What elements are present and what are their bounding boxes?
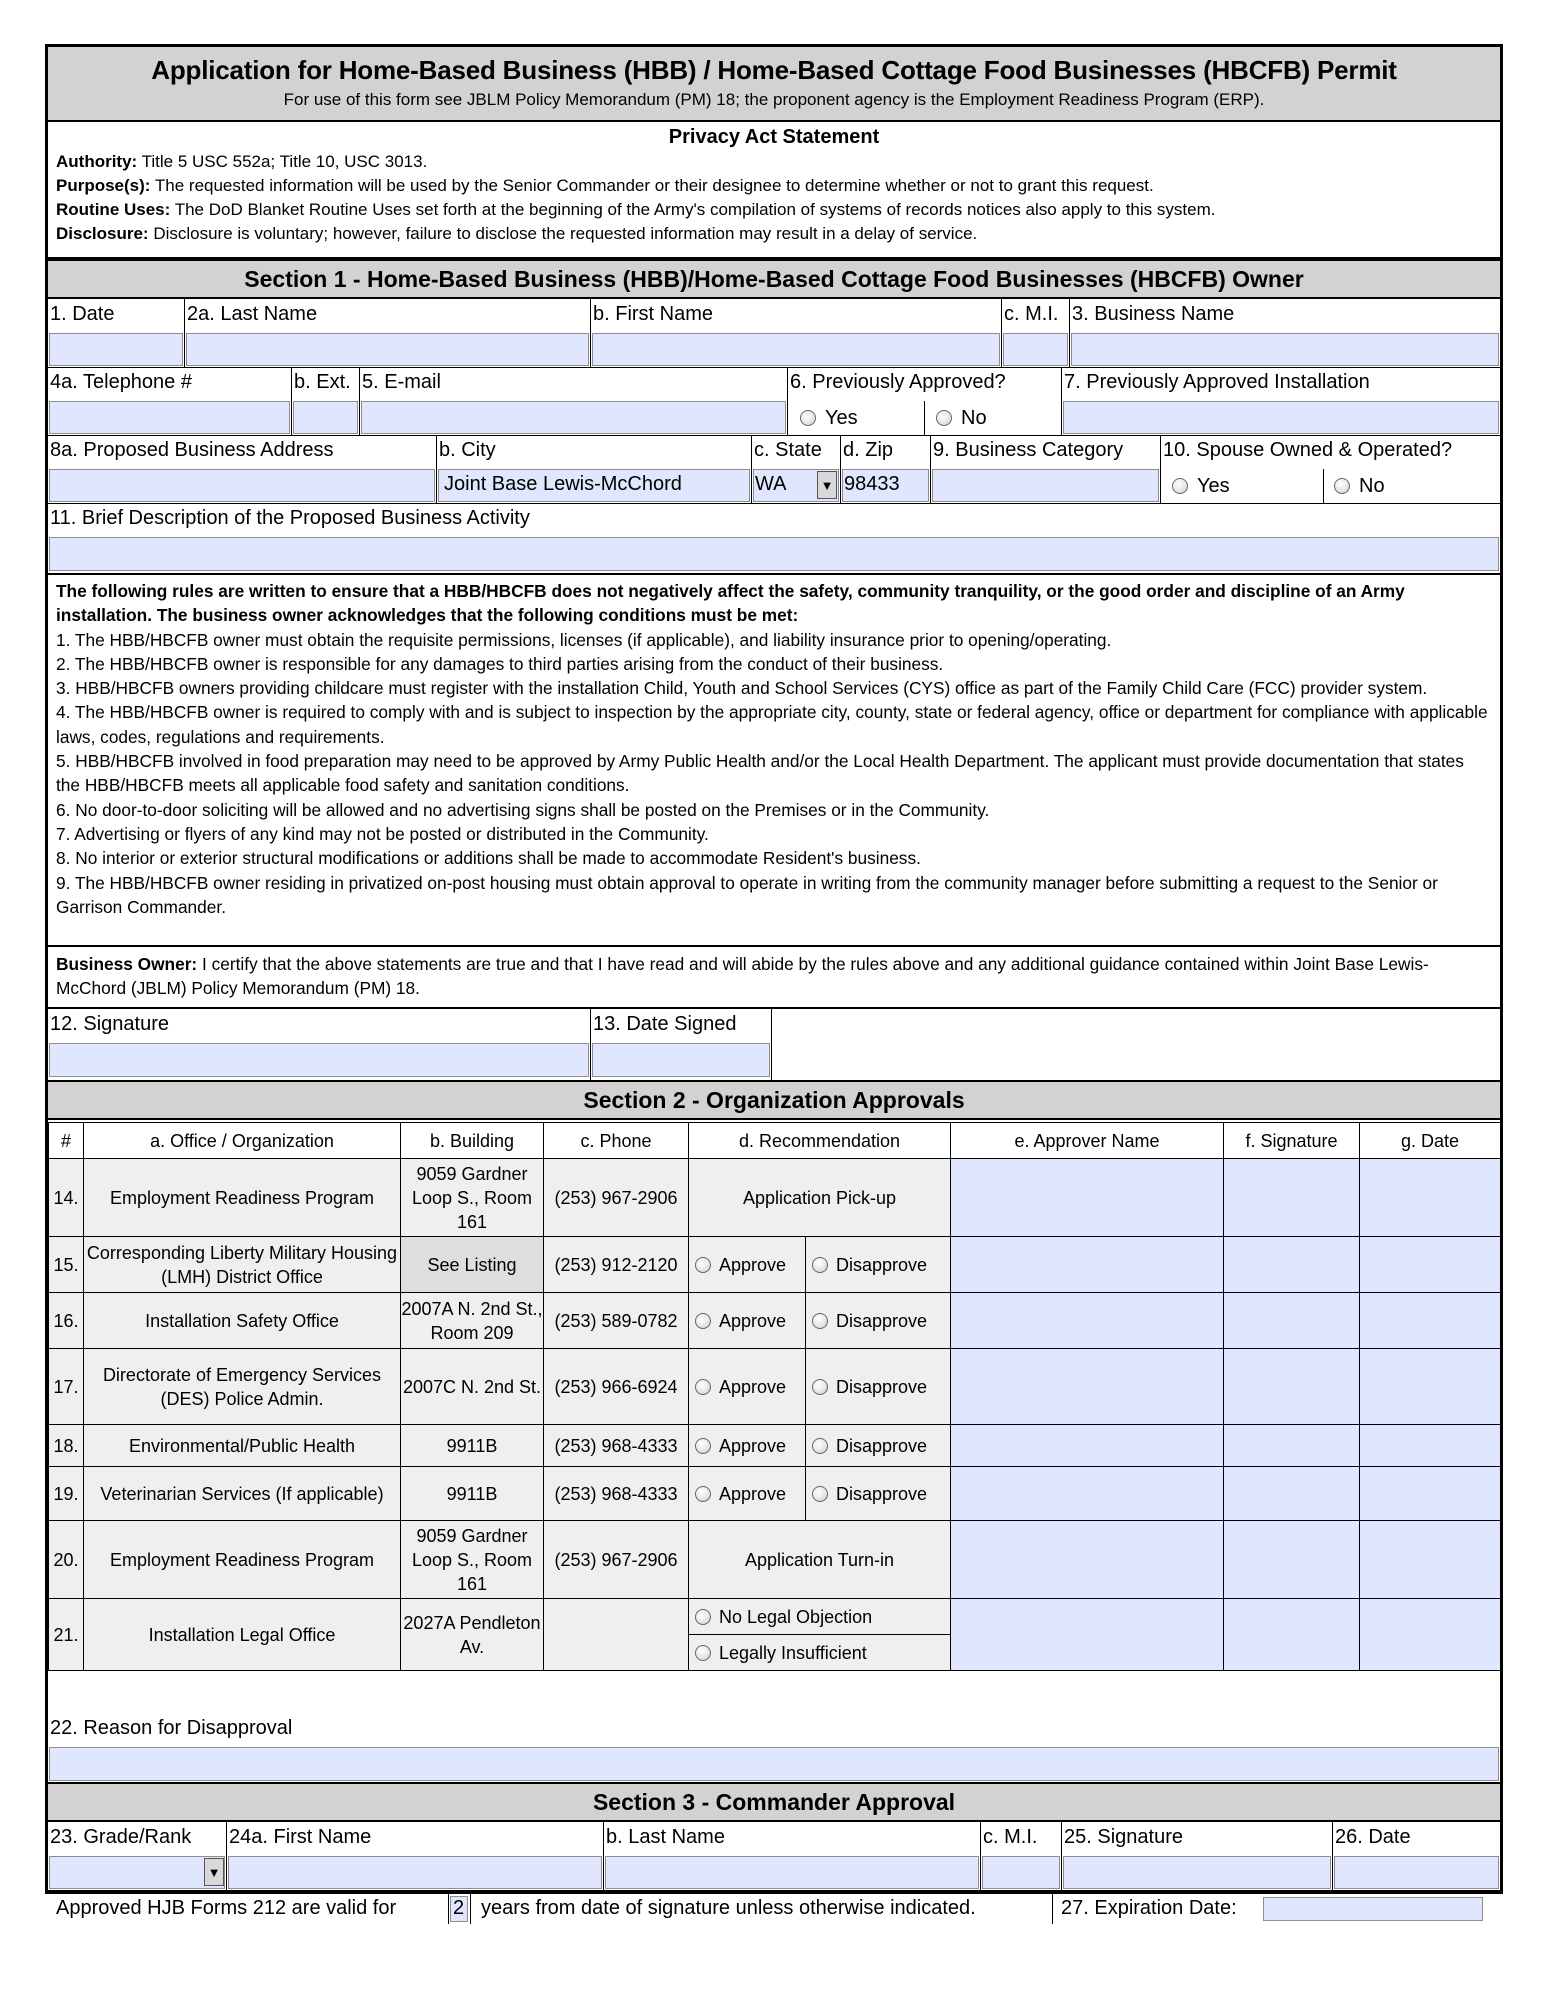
business-name-label: 3. Business Name [1072, 303, 1235, 325]
approval-date-input[interactable] [1360, 1599, 1501, 1671]
approver-name-input[interactable] [951, 1425, 1224, 1467]
see-listing-field[interactable]: See Listing [401, 1237, 544, 1293]
privacy-purpose: Purpose(s): The requested information will be used by the Senior Commander or their designee to determine whether or not to grant this request. [56, 176, 1154, 195]
form-header [48, 47, 1500, 122]
approver-name-input[interactable] [951, 1159, 1224, 1237]
state-dropdown-icon[interactable]: ▼ [817, 471, 837, 499]
table-row: Legally Insufficient [49, 1635, 1501, 1671]
approver-signature-input[interactable] [1224, 1521, 1360, 1599]
grade-dropdown-icon[interactable]: ▼ [204, 1858, 224, 1886]
grade-select[interactable] [49, 1856, 225, 1889]
zip-value: 98433 [844, 473, 900, 495]
table-row: 16. Installation Safety Office 2007A N. 2nd St., Room 209 (253) 589-0782 Approve Disapprove [49, 1293, 1501, 1349]
approve-radio[interactable] [695, 1486, 711, 1502]
cmdr-signature-label: 25. Signature [1064, 1826, 1183, 1848]
previously-approved-no-label: No [961, 407, 987, 429]
first-name-label: b. First Name [593, 303, 714, 325]
approve-radio[interactable] [695, 1257, 711, 1273]
signature-input[interactable] [49, 1043, 589, 1077]
approve-radio[interactable] [695, 1313, 711, 1329]
last-name-label: 2a. Last Name [187, 303, 318, 325]
col-approver-header: e. Approver Name [951, 1123, 1224, 1159]
approval-date-input[interactable] [1360, 1425, 1501, 1467]
previously-approved-no-radio[interactable] [936, 410, 952, 426]
reason-input[interactable] [49, 1747, 1499, 1781]
rule-item: 7. Advertising or flyers of any kind may not be posted or distributed in the Community. [56, 823, 709, 844]
table-row: 17. Directorate of Emergency Services (DES) Police Admin. 2007C N. 2nd St. (253) 966-6924 Approve Disapprove [49, 1349, 1501, 1425]
section1-title: Section 1 - Home-Based Business (HBB)/Home-Based Cottage Food Businesses (HBCFB) Owner [48, 259, 1500, 299]
validity-text-end: years from date of signature unless otherwise indicated. [481, 1897, 976, 1919]
approver-signature-input[interactable] [1224, 1159, 1360, 1237]
validity-text-start: Approved HJB Forms 212 are valid for [56, 1897, 397, 1919]
cmdr-mi-input[interactable] [982, 1856, 1060, 1889]
col-building-header: b. Building [401, 1123, 544, 1159]
business-category-input[interactable] [932, 469, 1159, 502]
privacy-disclosure: Disclosure: Disclosure is voluntary; however, failure to disclose the requested information may result in a delay of service. [56, 224, 978, 243]
approver-name-input[interactable] [951, 1521, 1224, 1599]
ext-input[interactable] [293, 401, 358, 434]
mi-label: c. M.I. [1004, 303, 1059, 325]
rule-item: 1. The HBB/HBCFB owner must obtain the requisite permissions, licenses (if applicable), and liability insurance prior to opening/operating. [56, 629, 1112, 650]
approval-date-input[interactable] [1360, 1293, 1501, 1349]
approver-name-input[interactable] [951, 1467, 1224, 1521]
rule-item: 4. The HBB/HBCFB owner is required to comply with and is subject to inspection by the appropriate city, county, state or federal agency, office or department for compliance with applicable laws, codes, regulations and requirements. [56, 702, 1488, 747]
date-signed-label: 13. Date Signed [593, 1013, 737, 1035]
approval-date-input[interactable] [1360, 1521, 1501, 1599]
cmdr-last-name-label: b. Last Name [606, 1826, 725, 1848]
approver-signature-input[interactable] [1224, 1467, 1360, 1521]
application-form [45, 44, 1503, 1919]
approver-name-input[interactable] [951, 1599, 1224, 1671]
owner-certification: Business Owner: I certify that the above statements are true and that I have read and will abide by the rules above and any additional guidance contained within Joint Base Lewis-McChord (JBLM) Policy Memorandum (PM) 18. [48, 947, 1500, 1009]
no-legal-objection-radio[interactable] [695, 1609, 711, 1625]
privacy-title: Privacy Act Statement [668, 126, 880, 148]
table-row: 19. Veterinarian Services (If applicable) 9911B (253) 968-4333 Approve Disapprove [49, 1467, 1501, 1521]
disapprove-radio[interactable] [812, 1486, 828, 1502]
spouse-owned-label: 10. Spouse Owned & Operated? [1163, 439, 1453, 461]
approvals-table [48, 1122, 1501, 1671]
table-row: 20. Employment Readiness Program 9059 Gardner Loop S., Room 161 (253) 967-2906 Application Turn-in [49, 1521, 1501, 1599]
rule-item: 6. No door-to-door soliciting will be allowed and no advertising signs shall be posted on the Premises or in the Community. [56, 799, 990, 820]
ext-label: b. Ext. [294, 371, 351, 393]
cmdr-last-name-input[interactable] [605, 1856, 979, 1889]
approval-date-input[interactable] [1360, 1349, 1501, 1425]
privacy-authority: Authority: Title 5 USC 552a; Title 10, USC 3013. [56, 152, 428, 171]
email-label: 5. E-mail [362, 371, 441, 393]
form-subtitle: For use of this form see JBLM Policy Memorandum (PM) 18; the proponent agency is the Employment Readiness Program (ERP). [283, 90, 1265, 109]
business-rules [48, 573, 1500, 947]
table-header-row [49, 1123, 1501, 1159]
business-name-input[interactable] [1071, 333, 1499, 366]
cmdr-date-label: 26. Date [1335, 1826, 1411, 1848]
form-title: Application for Home-Based Business (HBB) / Home-Based Cottage Food Businesses (HBCFB) Permit [151, 55, 1397, 85]
approver-signature-input[interactable] [1224, 1599, 1360, 1671]
section2-title: Section 2 - Organization Approvals [48, 1080, 1500, 1120]
last-name-input[interactable] [186, 333, 589, 366]
signature-label: 12. Signature [50, 1013, 169, 1035]
approver-signature-input[interactable] [1224, 1293, 1360, 1349]
reason-label: 22. Reason for Disapproval [50, 1717, 293, 1739]
privacy-act-statement [48, 122, 1500, 259]
previously-approved-yes-radio[interactable] [800, 410, 816, 426]
rule-item: 2. The HBB/HBCFB owner is responsible for any damages to third parties arising from the conduct of their business. [56, 653, 944, 674]
business-address-label: 8a. Proposed Business Address [50, 439, 334, 461]
rule-item: 3. HBB/HBCFB owners providing childcare must register with the installation Child, Youth and School Services (CYS) office as part of the Family Child Care (FCC) provider system. [56, 678, 1428, 699]
col-recommendation-header: d. Recommendation [689, 1123, 951, 1159]
state-label: c. State [754, 439, 822, 461]
col-office-header: a. Office / Organization [84, 1123, 401, 1159]
spouse-owned-yes-radio[interactable] [1172, 478, 1188, 494]
approver-name-input[interactable] [951, 1237, 1224, 1293]
col-num-header: # [49, 1123, 84, 1159]
disapprove-radio[interactable] [812, 1438, 828, 1454]
telephone-label: 4a. Telephone # [50, 371, 192, 393]
city-value: Joint Base Lewis-McChord [444, 473, 682, 495]
privacy-routine-uses: Routine Uses: The DoD Blanket Routine Uses set forth at the beginning of the Army's compilation of systems of records notices also apply to this system. [56, 200, 1216, 219]
business-address-input[interactable] [49, 469, 435, 502]
city-label: b. City [439, 439, 496, 461]
approver-signature-input[interactable] [1224, 1349, 1360, 1425]
date-input[interactable] [49, 333, 183, 366]
col-phone-header: c. Phone [544, 1123, 689, 1159]
approve-radio[interactable] [695, 1438, 711, 1454]
valid-years-value: 2 [453, 1897, 465, 1919]
disapprove-radio[interactable] [812, 1257, 828, 1273]
cmdr-mi-label: c. M.I. [983, 1826, 1038, 1848]
grade-label: 23. Grade/Rank [50, 1826, 192, 1848]
rules-intro: The following rules are written to ensure that a HBB/HBCFB does not negatively affect the safety, community tranquility, or the good order and discipline of an Army installation. The business owner acknowledges that the following conditions must be met: [56, 581, 1405, 626]
description-label: 11. Brief Description of the Proposed Business Activity [50, 507, 530, 529]
approval-date-input[interactable] [1360, 1467, 1501, 1521]
approver-signature-input[interactable] [1224, 1237, 1360, 1293]
mi-input[interactable] [1003, 333, 1068, 366]
state-value: WA [755, 473, 787, 495]
section3-title: Section 3 - Commander Approval [48, 1782, 1500, 1822]
table-row: 18. Environmental/Public Health 9911B (253) 968-4333 Approve Disapprove [49, 1425, 1501, 1467]
description-input[interactable] [49, 537, 1499, 571]
email-input[interactable] [361, 401, 786, 434]
previously-approved-yes-label: Yes [825, 407, 858, 429]
expiration-date-input[interactable] [1263, 1897, 1483, 1921]
business-category-label: 9. Business Category [933, 439, 1124, 461]
zip-label: d. Zip [843, 439, 894, 461]
cmdr-date-input[interactable] [1334, 1856, 1499, 1889]
rule-item: 5. HBB/HBCFB involved in food preparation may need to be approved by Army Public Health and/or the Local Health Department. The applicant must provide documentation that states the HBB/HBCFB meets all applicable food safety and sanitation conditions. [56, 751, 1464, 796]
date-label: 1. Date [50, 303, 115, 325]
cmdr-first-name-label: 24a. First Name [229, 1826, 372, 1848]
col-signature-header: f. Signature [1224, 1123, 1360, 1159]
legally-insufficient-radio[interactable] [695, 1645, 711, 1661]
cmdr-signature-input[interactable] [1063, 1856, 1331, 1889]
col-date-header: g. Date [1360, 1123, 1501, 1159]
spouse-owned-no-radio[interactable] [1334, 478, 1350, 494]
spouse-owned-no-label: No [1359, 475, 1385, 497]
first-name-input[interactable] [592, 333, 1000, 366]
table-row: 21. Installation Legal Office 2027A Pendleton Av. No Legal Objection [49, 1599, 1501, 1635]
approver-signature-input[interactable] [1224, 1425, 1360, 1467]
approver-name-input[interactable] [951, 1293, 1224, 1349]
date-signed-input[interactable] [592, 1043, 770, 1077]
table-row: 14. Employment Readiness Program 9059 Gardner Loop S., Room 161 (253) 967-2906 Application Pick-up [49, 1159, 1501, 1237]
approve-radio[interactable] [695, 1379, 711, 1395]
approver-name-input[interactable] [951, 1349, 1224, 1425]
telephone-input[interactable] [49, 401, 290, 434]
approval-date-input[interactable] [1360, 1237, 1501, 1293]
disapprove-radio[interactable] [812, 1379, 828, 1395]
rule-item: 9. The HBB/HBCFB owner residing in privatized on-post housing must obtain approval to operate in writing from the community manager before submitting a request to the Senior or Garrison Commander. [56, 872, 1438, 917]
cmdr-first-name-input[interactable] [228, 1856, 602, 1889]
spouse-owned-yes-label: Yes [1197, 475, 1230, 497]
previous-installation-input[interactable] [1063, 401, 1499, 434]
disapprove-radio[interactable] [812, 1313, 828, 1329]
rule-item: 8. No interior or exterior structural modifications or additions shall be made to accommodate Resident's business. [56, 848, 921, 869]
approval-date-input[interactable] [1360, 1159, 1501, 1237]
expiration-date-label: 27. Expiration Date: [1061, 1897, 1237, 1919]
previous-installation-label: 7. Previously Approved Installation [1064, 371, 1370, 393]
previously-approved-label: 6. Previously Approved? [790, 371, 1006, 393]
table-row: 15. Corresponding Liberty Military Housing (LMH) District Office See Listing (253) 912-2120 Approve Disapprove [49, 1237, 1501, 1293]
